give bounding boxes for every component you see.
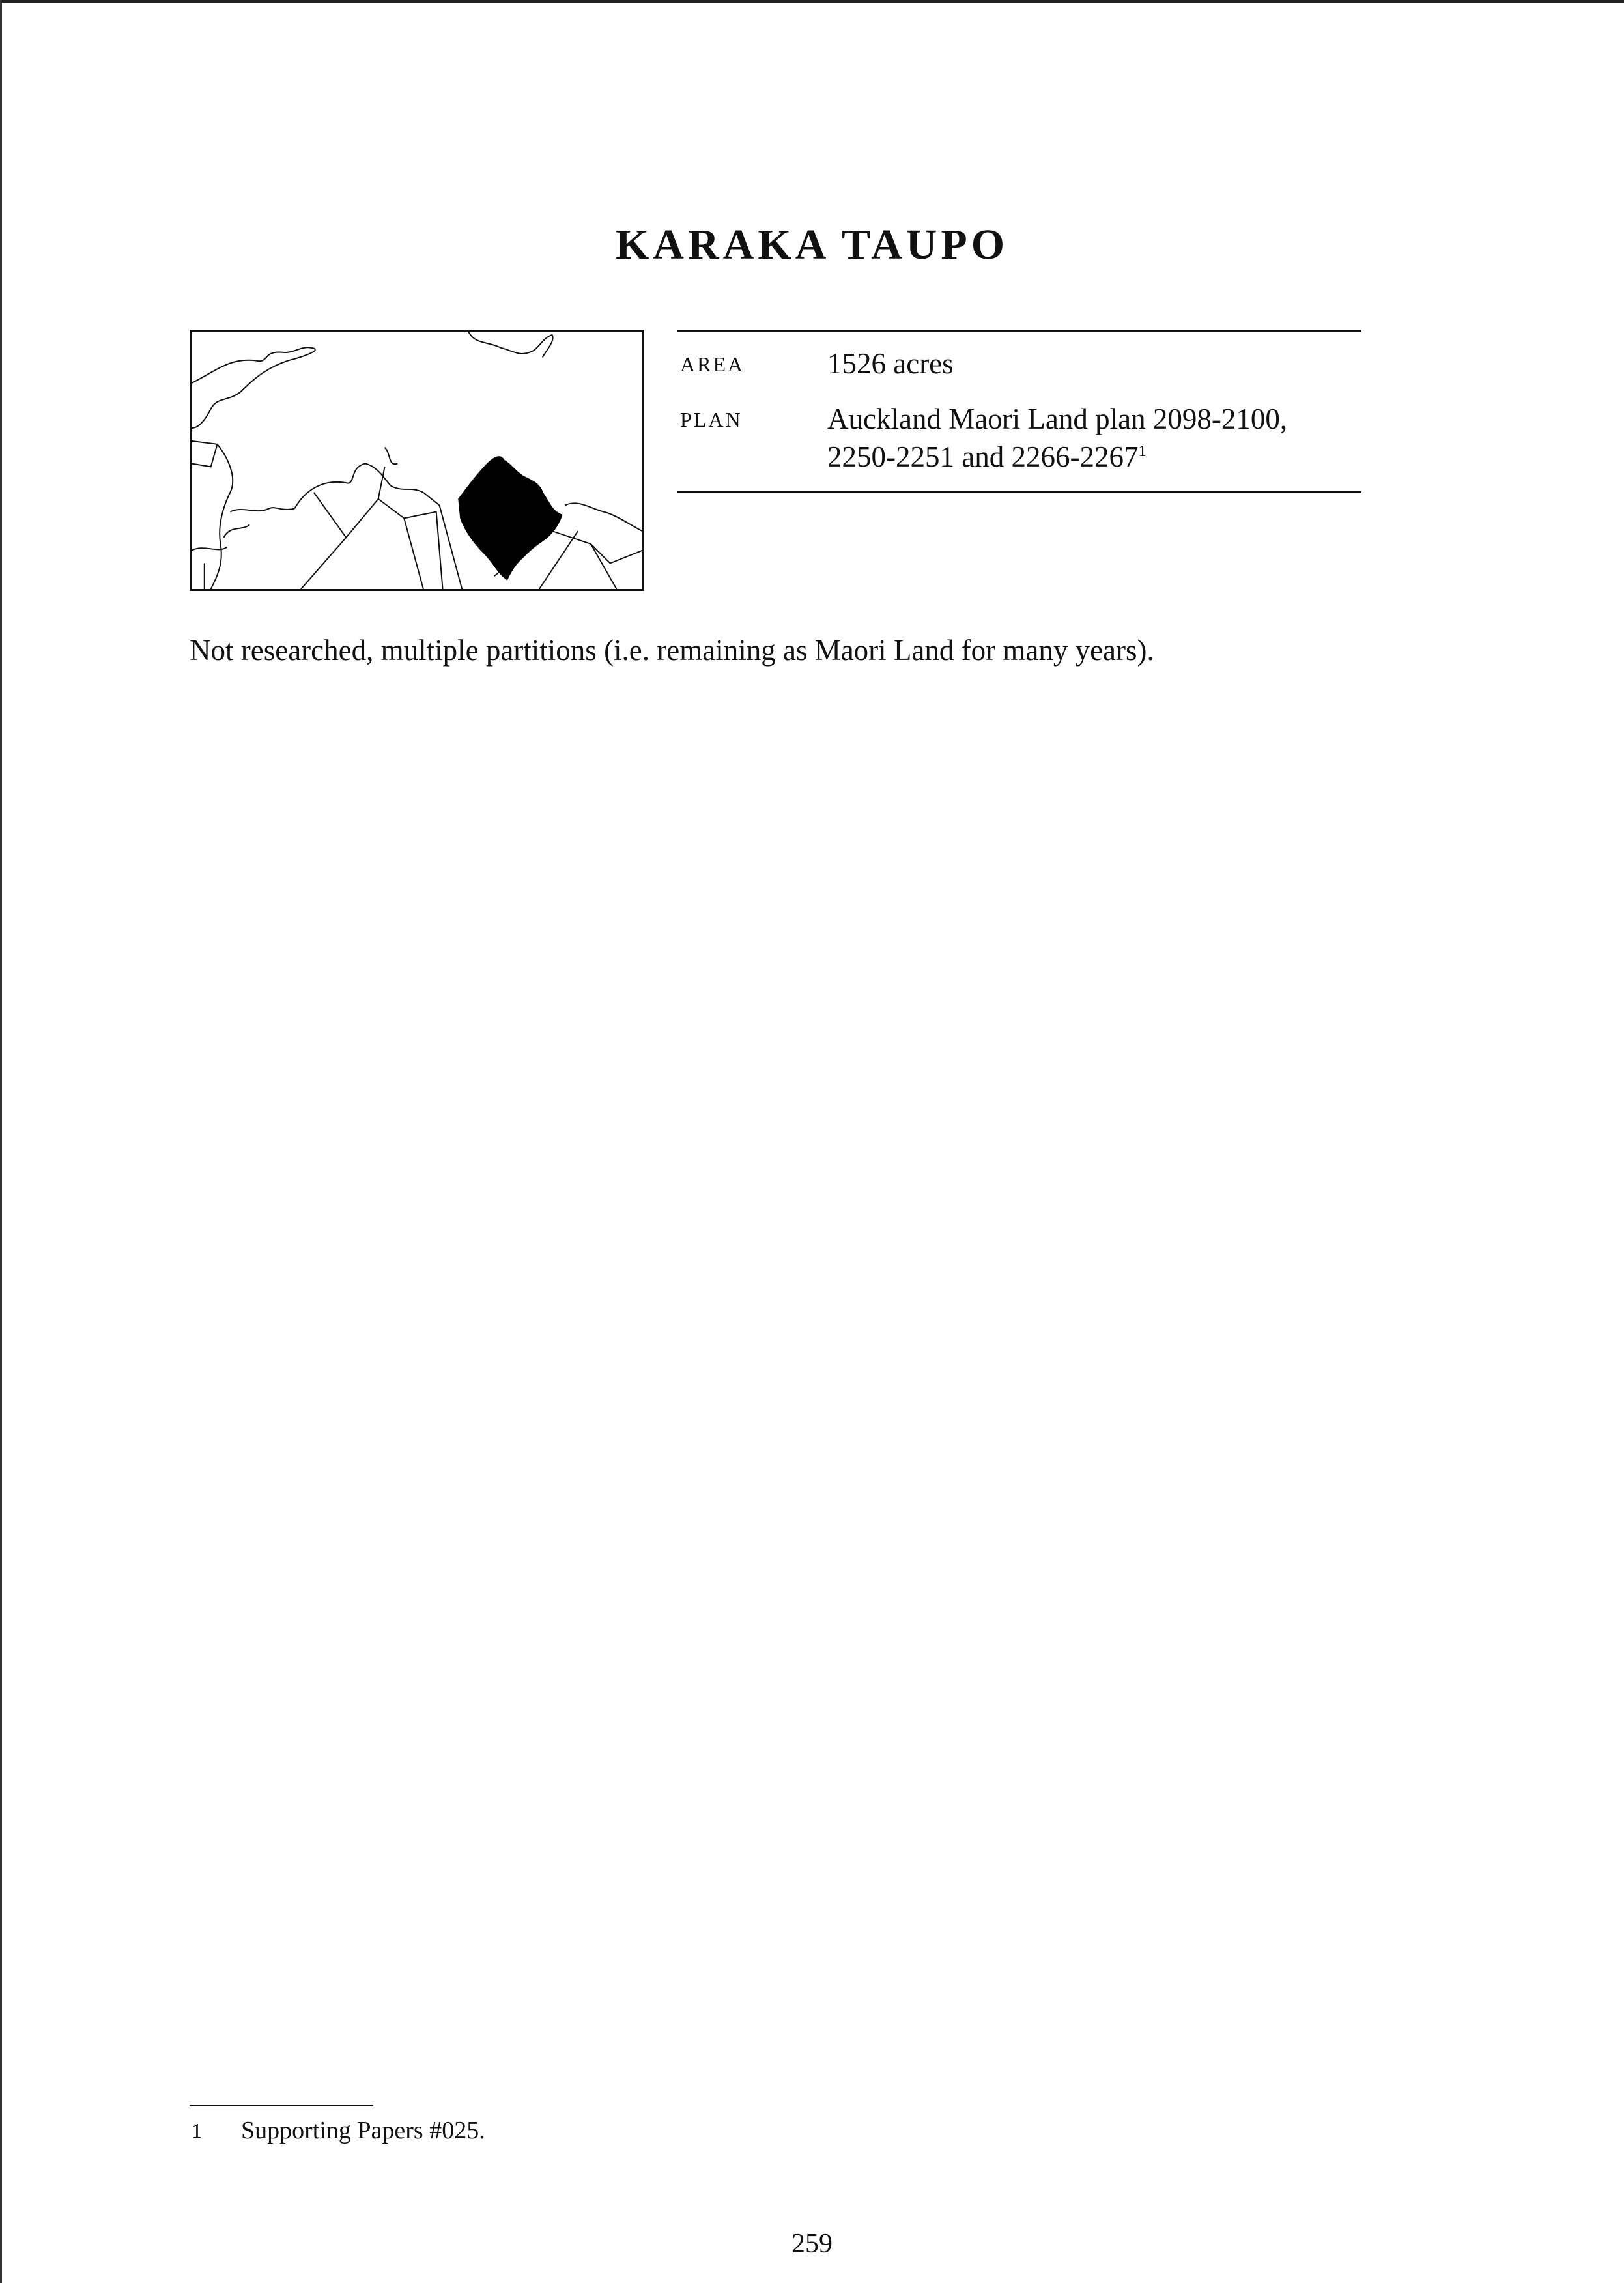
inlet <box>230 508 294 511</box>
parcel-a <box>294 463 423 508</box>
plan-footnote-ref: 1 <box>1138 442 1147 460</box>
coastline-northeast <box>468 332 553 358</box>
location-map-drawing <box>192 332 642 589</box>
boundary-west-1 <box>192 441 218 467</box>
footnote-rule <box>190 2105 373 2106</box>
body-paragraph: Not researched, multiple partitions (i.e. remaining as Maori Land for many years). <box>190 634 1154 667</box>
boundary-west-2 <box>211 444 233 589</box>
parcel-e <box>404 512 442 590</box>
inlet-branch <box>223 524 249 538</box>
plan-value-line2: 2250-2251 and 2266-2267 <box>827 440 1139 473</box>
info-bottom-rule <box>677 491 1361 493</box>
area-label: AREA <box>680 352 745 376</box>
plan-label: PLAN <box>680 408 743 431</box>
karaka-taupo-block <box>459 457 562 579</box>
parcel-g <box>385 448 398 464</box>
area-value: 1526 acres <box>827 347 954 380</box>
footnote-text: Supporting Papers #025. <box>241 2117 485 2144</box>
parcel-c <box>301 538 346 589</box>
page-title: KARAKA TAUPO <box>615 221 1009 268</box>
location-map <box>190 330 644 591</box>
parcel-h <box>552 531 642 563</box>
page-edge-left <box>0 0 2 2283</box>
parcel-i <box>539 531 578 589</box>
plan-value <box>827 400 1348 476</box>
plan-value-line1: Auckland Maori Land plan 2098-2100, <box>827 403 1288 435</box>
parcel-b <box>314 467 385 538</box>
coastline-northwest <box>192 347 315 428</box>
page-edge-top <box>0 0 1624 3</box>
plan-row <box>677 400 1361 491</box>
footnote-number: 1 <box>192 2119 202 2142</box>
plan-value-line2-wrap <box>827 438 1348 476</box>
parcel-j <box>591 544 617 589</box>
coastline-east <box>565 503 642 531</box>
area-row <box>677 332 1361 400</box>
parcel-f <box>423 493 462 589</box>
page-number: 259 <box>791 2229 833 2259</box>
info-table <box>677 330 1361 493</box>
parcel-d <box>378 499 423 589</box>
